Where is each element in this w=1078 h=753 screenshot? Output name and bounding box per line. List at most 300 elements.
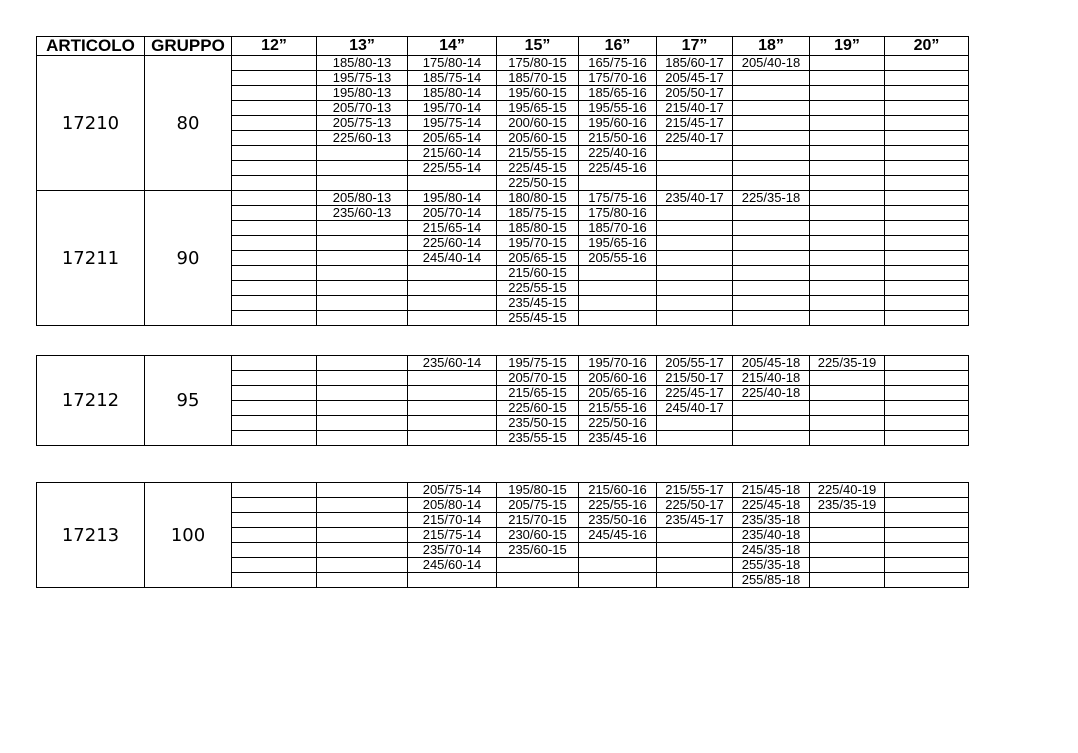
size-cell: 205/60-16 <box>579 371 657 386</box>
size-cell <box>885 513 969 528</box>
size-cell <box>885 146 969 161</box>
size-cell: 225/40-18 <box>733 386 810 401</box>
size-cell: 215/70-15 <box>497 513 579 528</box>
size-cell: 175/70-16 <box>579 71 657 86</box>
size-cell: 195/70-15 <box>497 236 579 251</box>
size-cell <box>408 176 497 191</box>
size-cell <box>885 401 969 416</box>
size-cell: 205/75-14 <box>408 483 497 498</box>
size-cell <box>317 311 408 326</box>
size-cell <box>317 416 408 431</box>
size-cell: 205/65-15 <box>497 251 579 266</box>
size-cell <box>733 101 810 116</box>
size-cell: 205/55-17 <box>657 356 733 371</box>
size-cell <box>232 371 317 386</box>
size-cell: 245/35-18 <box>733 543 810 558</box>
size-cell <box>810 513 885 528</box>
size-cell <box>232 191 317 206</box>
size-cell <box>232 221 317 236</box>
size-cell: 225/35-18 <box>733 191 810 206</box>
size-cell: 235/35-19 <box>810 498 885 513</box>
size-cell <box>408 431 497 446</box>
size-cell <box>885 528 969 543</box>
size-cell: 205/70-14 <box>408 206 497 221</box>
size-cell: 205/75-15 <box>497 498 579 513</box>
size-cell <box>885 161 969 176</box>
table-row <box>37 356 969 371</box>
block-17210 <box>37 56 969 191</box>
size-cell <box>810 206 885 221</box>
size-cell <box>885 416 969 431</box>
size-cell <box>733 116 810 131</box>
size-cell: 215/50-17 <box>657 371 733 386</box>
size-cell: 235/70-14 <box>408 543 497 558</box>
size-cell <box>317 401 408 416</box>
size-cell: 175/80-16 <box>579 206 657 221</box>
table-row <box>37 191 969 206</box>
size-cell <box>810 386 885 401</box>
size-cell: 215/55-17 <box>657 483 733 498</box>
size-cell <box>885 543 969 558</box>
size-cell <box>733 251 810 266</box>
size-cell <box>810 266 885 281</box>
size-cell: 185/70-16 <box>579 221 657 236</box>
size-cell: 255/35-18 <box>733 558 810 573</box>
size-cell <box>810 86 885 101</box>
size-cell <box>885 116 969 131</box>
size-cell <box>657 251 733 266</box>
size-cell <box>733 71 810 86</box>
size-cell <box>657 161 733 176</box>
size-cell <box>810 251 885 266</box>
articolo-cell: 17210 <box>37 56 145 191</box>
size-cell: 195/80-14 <box>408 191 497 206</box>
size-cell <box>657 573 733 588</box>
header-gruppo: GRUPPO <box>145 37 232 56</box>
size-cell <box>232 558 317 573</box>
size-cell <box>657 296 733 311</box>
size-cell <box>408 371 497 386</box>
size-cell <box>810 131 885 146</box>
size-cell: 205/45-18 <box>733 356 810 371</box>
size-cell: 215/45-18 <box>733 483 810 498</box>
size-cell: 235/55-15 <box>497 431 579 446</box>
size-cell <box>317 266 408 281</box>
size-cell <box>317 161 408 176</box>
size-cell: 215/55-16 <box>579 401 657 416</box>
size-cell <box>232 161 317 176</box>
size-cell <box>733 431 810 446</box>
gruppo-cell: 95 <box>145 356 232 446</box>
size-cell <box>317 176 408 191</box>
size-cell <box>657 528 733 543</box>
size-cell <box>810 311 885 326</box>
header-15-inch: 15” <box>497 37 579 56</box>
size-cell <box>885 356 969 371</box>
size-cell: 225/50-17 <box>657 498 733 513</box>
size-cell <box>232 101 317 116</box>
size-cell: 215/65-15 <box>497 386 579 401</box>
size-cell <box>733 266 810 281</box>
size-cell: 215/45-17 <box>657 116 733 131</box>
size-cell <box>733 176 810 191</box>
size-cell <box>408 311 497 326</box>
size-cell <box>885 498 969 513</box>
header-row <box>37 37 969 56</box>
size-cell <box>657 206 733 221</box>
size-cell <box>657 431 733 446</box>
size-cell: 235/60-13 <box>317 206 408 221</box>
size-cell: 225/40-16 <box>579 146 657 161</box>
tire-size-table-17212 <box>36 355 969 446</box>
size-cell <box>810 101 885 116</box>
size-cell: 255/85-18 <box>733 573 810 588</box>
size-cell: 225/55-14 <box>408 161 497 176</box>
size-cell: 245/40-17 <box>657 401 733 416</box>
size-cell <box>579 573 657 588</box>
size-cell <box>733 236 810 251</box>
block-17213 <box>37 483 969 588</box>
size-cell <box>733 296 810 311</box>
size-cell <box>232 311 317 326</box>
tire-size-table-main <box>36 36 969 326</box>
block-17212 <box>37 356 969 446</box>
size-cell <box>317 386 408 401</box>
size-cell: 195/60-16 <box>579 116 657 131</box>
size-cell: 225/60-15 <box>497 401 579 416</box>
size-cell <box>497 558 579 573</box>
size-cell <box>733 86 810 101</box>
header-articolo: ARTICOLO <box>37 37 145 56</box>
size-cell <box>733 416 810 431</box>
size-cell <box>232 528 317 543</box>
size-cell <box>232 251 317 266</box>
size-cell: 175/75-16 <box>579 191 657 206</box>
size-cell: 245/40-14 <box>408 251 497 266</box>
size-cell <box>885 431 969 446</box>
size-cell <box>810 71 885 86</box>
size-cell: 205/70-15 <box>497 371 579 386</box>
size-cell: 215/65-14 <box>408 221 497 236</box>
size-cell: 235/35-18 <box>733 513 810 528</box>
size-cell <box>232 573 317 588</box>
size-cell: 175/80-14 <box>408 56 497 71</box>
size-cell <box>885 131 969 146</box>
size-cell <box>579 558 657 573</box>
size-cell: 185/70-15 <box>497 71 579 86</box>
size-cell <box>885 206 969 221</box>
size-cell <box>232 513 317 528</box>
size-cell: 235/45-17 <box>657 513 733 528</box>
size-cell <box>885 221 969 236</box>
size-cell: 205/50-17 <box>657 86 733 101</box>
size-cell <box>408 386 497 401</box>
size-cell: 205/55-16 <box>579 251 657 266</box>
size-cell: 255/45-15 <box>497 311 579 326</box>
size-cell <box>733 146 810 161</box>
size-cell <box>810 296 885 311</box>
header-17-inch: 17” <box>657 37 733 56</box>
size-cell: 195/60-15 <box>497 86 579 101</box>
size-cell: 235/50-15 <box>497 416 579 431</box>
size-cell: 225/35-19 <box>810 356 885 371</box>
articolo-cell: 17212 <box>37 356 145 446</box>
size-cell: 205/80-13 <box>317 191 408 206</box>
size-cell <box>733 161 810 176</box>
size-cell: 235/45-16 <box>579 431 657 446</box>
articolo-cell: 17213 <box>37 483 145 588</box>
size-cell: 225/55-16 <box>579 498 657 513</box>
size-cell <box>579 543 657 558</box>
size-cell: 235/40-17 <box>657 191 733 206</box>
size-cell <box>408 296 497 311</box>
header-18-inch: 18” <box>733 37 810 56</box>
size-cell: 205/70-13 <box>317 101 408 116</box>
size-cell: 230/60-15 <box>497 528 579 543</box>
size-cell: 185/60-17 <box>657 56 733 71</box>
size-cell <box>885 176 969 191</box>
size-cell <box>232 543 317 558</box>
size-cell <box>733 401 810 416</box>
size-cell <box>317 483 408 498</box>
size-cell <box>885 573 969 588</box>
size-cell <box>232 431 317 446</box>
size-cell <box>408 266 497 281</box>
size-cell <box>232 483 317 498</box>
size-cell <box>885 296 969 311</box>
size-cell <box>885 71 969 86</box>
size-cell <box>657 266 733 281</box>
size-cell: 195/70-14 <box>408 101 497 116</box>
size-cell <box>408 281 497 296</box>
size-cell <box>232 281 317 296</box>
header-12-inch: 12” <box>232 37 317 56</box>
size-cell <box>232 266 317 281</box>
size-cell: 235/45-15 <box>497 296 579 311</box>
size-cell <box>885 101 969 116</box>
size-cell <box>497 573 579 588</box>
header-13-inch: 13” <box>317 37 408 56</box>
size-cell <box>733 281 810 296</box>
size-cell <box>317 221 408 236</box>
size-cell: 215/75-14 <box>408 528 497 543</box>
size-cell: 225/50-15 <box>497 176 579 191</box>
size-cell: 205/65-16 <box>579 386 657 401</box>
size-cell: 195/70-16 <box>579 356 657 371</box>
size-cell: 225/60-14 <box>408 236 497 251</box>
size-cell <box>885 191 969 206</box>
size-cell <box>408 401 497 416</box>
size-cell <box>885 311 969 326</box>
size-cell: 185/80-13 <box>317 56 408 71</box>
size-cell <box>657 176 733 191</box>
size-cell: 225/45-15 <box>497 161 579 176</box>
size-cell: 185/65-16 <box>579 86 657 101</box>
size-cell <box>317 251 408 266</box>
size-cell <box>810 543 885 558</box>
table-row <box>37 56 969 71</box>
size-cell <box>317 146 408 161</box>
size-cell: 195/75-14 <box>408 116 497 131</box>
size-cell: 225/45-17 <box>657 386 733 401</box>
size-cell: 180/80-15 <box>497 191 579 206</box>
size-cell: 215/40-17 <box>657 101 733 116</box>
size-cell <box>317 558 408 573</box>
size-cell <box>232 416 317 431</box>
size-cell <box>232 401 317 416</box>
size-cell <box>232 146 317 161</box>
size-cell: 225/45-16 <box>579 161 657 176</box>
size-cell <box>232 131 317 146</box>
articolo-cell: 17211 <box>37 191 145 326</box>
size-cell: 205/80-14 <box>408 498 497 513</box>
size-cell: 205/45-17 <box>657 71 733 86</box>
size-cell <box>657 221 733 236</box>
size-cell: 215/55-15 <box>497 146 579 161</box>
size-cell <box>810 528 885 543</box>
size-cell <box>885 386 969 401</box>
size-cell: 185/75-14 <box>408 71 497 86</box>
size-cell <box>317 296 408 311</box>
size-cell <box>657 281 733 296</box>
size-cell: 225/40-17 <box>657 131 733 146</box>
size-cell <box>317 513 408 528</box>
size-cell <box>317 356 408 371</box>
size-cell <box>657 543 733 558</box>
size-cell: 245/45-16 <box>579 528 657 543</box>
size-cell: 185/80-14 <box>408 86 497 101</box>
size-cell <box>885 266 969 281</box>
size-cell: 215/60-16 <box>579 483 657 498</box>
size-cell <box>885 251 969 266</box>
size-cell <box>810 176 885 191</box>
size-cell: 175/80-15 <box>497 56 579 71</box>
size-cell: 225/50-16 <box>579 416 657 431</box>
size-cell <box>579 296 657 311</box>
size-cell: 205/75-13 <box>317 116 408 131</box>
size-cell: 195/80-15 <box>497 483 579 498</box>
size-cell <box>657 236 733 251</box>
gruppo-cell: 100 <box>145 483 232 588</box>
size-cell <box>408 573 497 588</box>
size-cell: 195/55-16 <box>579 101 657 116</box>
size-cell: 195/75-15 <box>497 356 579 371</box>
size-cell <box>810 161 885 176</box>
size-cell: 205/65-14 <box>408 131 497 146</box>
size-cell <box>657 416 733 431</box>
gruppo-cell: 90 <box>145 191 232 326</box>
size-cell: 235/60-15 <box>497 543 579 558</box>
size-cell: 195/75-13 <box>317 71 408 86</box>
size-cell <box>810 116 885 131</box>
size-cell <box>579 176 657 191</box>
size-cell <box>657 558 733 573</box>
size-cell <box>810 558 885 573</box>
size-cell <box>232 296 317 311</box>
size-cell <box>810 401 885 416</box>
size-cell <box>733 311 810 326</box>
size-cell: 215/70-14 <box>408 513 497 528</box>
size-cell <box>810 146 885 161</box>
header-19-inch: 19” <box>810 37 885 56</box>
size-cell <box>317 573 408 588</box>
size-cell <box>317 431 408 446</box>
size-cell: 205/40-18 <box>733 56 810 71</box>
size-cell <box>885 56 969 71</box>
gruppo-cell: 80 <box>145 56 232 191</box>
size-cell: 165/75-16 <box>579 56 657 71</box>
size-cell <box>317 281 408 296</box>
size-cell <box>885 236 969 251</box>
size-cell: 225/45-18 <box>733 498 810 513</box>
size-cell <box>810 221 885 236</box>
size-cell <box>733 206 810 221</box>
size-cell <box>657 146 733 161</box>
size-cell <box>885 483 969 498</box>
size-cell: 235/50-16 <box>579 513 657 528</box>
size-cell <box>232 176 317 191</box>
size-cell <box>317 236 408 251</box>
size-cell <box>657 311 733 326</box>
size-cell: 215/60-14 <box>408 146 497 161</box>
size-cell <box>810 191 885 206</box>
size-cell: 185/80-15 <box>497 221 579 236</box>
size-cell <box>232 498 317 513</box>
size-cell <box>810 281 885 296</box>
size-cell <box>810 236 885 251</box>
size-cell <box>810 416 885 431</box>
header-16-inch: 16” <box>579 37 657 56</box>
size-cell <box>232 56 317 71</box>
size-cell <box>232 71 317 86</box>
size-cell: 215/50-16 <box>579 131 657 146</box>
size-cell <box>579 281 657 296</box>
size-cell <box>232 116 317 131</box>
size-cell <box>579 266 657 281</box>
size-cell <box>810 56 885 71</box>
size-cell: 215/40-18 <box>733 371 810 386</box>
size-cell: 195/80-13 <box>317 86 408 101</box>
size-cell <box>232 206 317 221</box>
size-cell: 195/65-16 <box>579 236 657 251</box>
size-cell: 245/60-14 <box>408 558 497 573</box>
size-cell: 225/40-19 <box>810 483 885 498</box>
size-cell <box>885 371 969 386</box>
size-cell <box>579 311 657 326</box>
size-cell: 235/40-18 <box>733 528 810 543</box>
size-cell <box>317 528 408 543</box>
size-cell: 185/75-15 <box>497 206 579 221</box>
size-cell <box>232 386 317 401</box>
size-cell <box>317 543 408 558</box>
size-cell: 195/65-15 <box>497 101 579 116</box>
size-cell <box>408 416 497 431</box>
size-cell <box>733 221 810 236</box>
size-cell <box>232 356 317 371</box>
size-cell <box>733 131 810 146</box>
table-row <box>37 483 969 498</box>
tire-size-table-17213 <box>36 482 969 588</box>
block-17211 <box>37 191 969 326</box>
size-cell: 225/60-13 <box>317 131 408 146</box>
size-cell: 200/60-15 <box>497 116 579 131</box>
size-cell <box>810 573 885 588</box>
header-20-inch: 20” <box>885 37 969 56</box>
size-cell <box>885 281 969 296</box>
size-cell <box>810 431 885 446</box>
size-cell: 235/60-14 <box>408 356 497 371</box>
size-cell: 205/60-15 <box>497 131 579 146</box>
